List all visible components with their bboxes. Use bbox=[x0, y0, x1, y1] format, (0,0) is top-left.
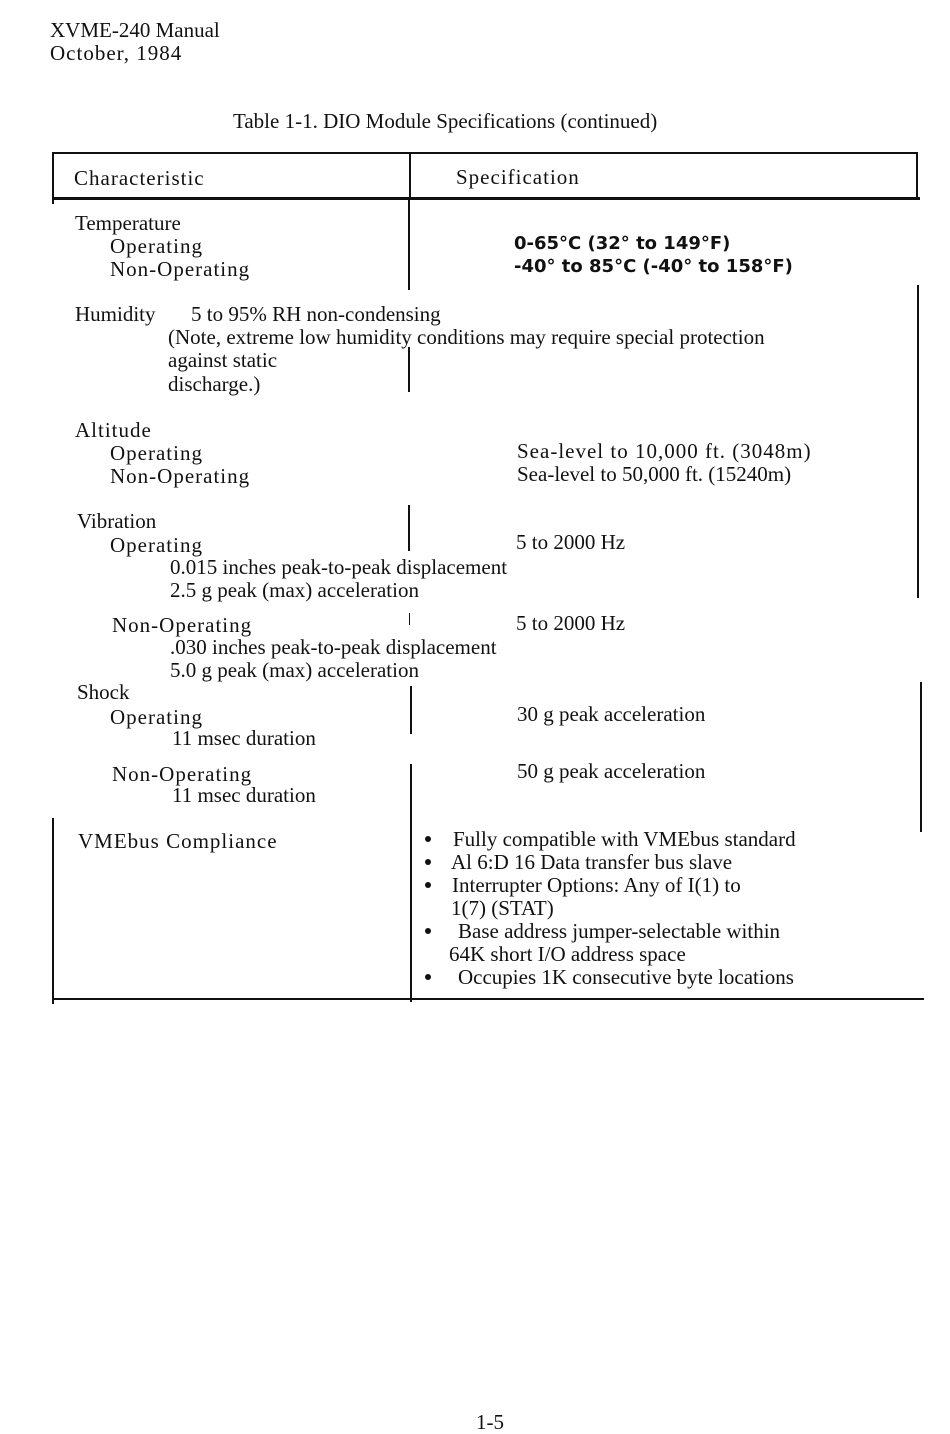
shock-nonoperating-label: Non-Operating bbox=[112, 762, 253, 786]
vmebus-item-continued: 1(7) (STAT) bbox=[451, 896, 554, 920]
column-divider-vibration bbox=[408, 505, 410, 551]
table-caption: Table 1-1. DIO Module Specifications (continued) bbox=[233, 109, 658, 133]
shock-operating-label: Operating bbox=[110, 705, 203, 729]
table-right-border-top bbox=[916, 152, 918, 200]
table-right-border-lower bbox=[920, 682, 922, 832]
temperature-operating-label: Operating bbox=[110, 234, 203, 258]
temperature-nonoperating-value: -40° to 85°C (-40° to 158°F) bbox=[514, 256, 793, 277]
vmebus-item-continued: 64K short I/O address space bbox=[449, 942, 686, 966]
altitude-operating-value: Sea-level to 10,000 ft. (3048m) bbox=[517, 439, 812, 463]
altitude-nonoperating-label: Non-Operating bbox=[110, 464, 251, 488]
vibration-operating-label: Operating bbox=[110, 533, 203, 557]
altitude-operating-label: Operating bbox=[110, 441, 203, 465]
temperature-nonoperating-label: Non-Operating bbox=[110, 257, 251, 281]
vmebus-item: Occupies 1K consecutive byte locations bbox=[458, 965, 794, 989]
column-header-characteristic: Characteristic bbox=[74, 166, 205, 190]
table-left-border-bottom bbox=[52, 818, 54, 1004]
table-left-border-top bbox=[52, 152, 54, 204]
vibration-nonoperating-value: 5 to 2000 Hz bbox=[516, 611, 626, 635]
humidity-note-line2: against static bbox=[168, 348, 278, 372]
vibration-nonoperating-detail2: 5.0 g peak (max) acceleration bbox=[170, 658, 419, 682]
vibration-operating-detail2: 2.5 g peak (max) acceleration bbox=[170, 578, 419, 602]
vmebus-item: Base address jumper-selectable within bbox=[458, 919, 781, 943]
column-header-specification: Specification bbox=[456, 165, 580, 189]
shock-operating-value: 30 g peak acceleration bbox=[517, 702, 706, 726]
bullet-icon bbox=[425, 974, 431, 980]
manual-date: October, 1984 bbox=[50, 41, 183, 65]
bullet-icon bbox=[425, 882, 431, 888]
temperature-operating-value: 0-65°C (32° to 149°F) bbox=[514, 233, 731, 254]
vmebus-label: VMEbus Compliance bbox=[78, 829, 278, 853]
altitude-nonoperating-value: Sea-level to 50,000 ft. (15240m) bbox=[517, 462, 792, 486]
vibration-label: Vibration bbox=[77, 509, 157, 533]
column-divider-header bbox=[409, 152, 411, 200]
shock-nonoperating-detail: 11 msec duration bbox=[172, 783, 316, 807]
humidity-note-line3: discharge.) bbox=[168, 372, 261, 396]
shock-label: Shock bbox=[77, 680, 130, 704]
table-header-rule bbox=[52, 197, 920, 200]
table-right-border-middle bbox=[917, 285, 919, 598]
column-divider-humidity bbox=[408, 347, 410, 392]
column-divider-fragment bbox=[409, 613, 410, 625]
column-divider-shock bbox=[410, 686, 412, 734]
temperature-label: Temperature bbox=[75, 211, 181, 235]
vmebus-item: Al 6:D 16 Data transfer bus slave bbox=[451, 850, 733, 874]
vibration-nonoperating-label: Non-Operating bbox=[112, 613, 253, 637]
vibration-operating-detail1: 0.015 inches peak-to-peak displacement bbox=[170, 555, 508, 579]
bullet-icon bbox=[425, 836, 431, 842]
table-top-rule bbox=[52, 152, 918, 154]
humidity-note-line1: (Note, extreme low humidity conditions may require special protection bbox=[168, 325, 765, 349]
column-divider-vmebus bbox=[410, 764, 412, 1002]
column-divider-temperature bbox=[408, 200, 410, 290]
vmebus-item: Interrupter Options: Any of I(1) to bbox=[452, 873, 741, 897]
shock-operating-detail: 11 msec duration bbox=[172, 726, 316, 750]
bullet-icon bbox=[425, 859, 431, 865]
vmebus-item: Fully compatible with VMEbus standard bbox=[453, 827, 796, 851]
manual-title: XVME-240 Manual bbox=[50, 18, 220, 42]
page-number: 1-5 bbox=[476, 1410, 504, 1434]
shock-nonoperating-value: 50 g peak acceleration bbox=[517, 759, 706, 783]
humidity-value: 5 to 95% RH non-condensing bbox=[191, 302, 441, 326]
table-bottom-rule bbox=[52, 998, 924, 1000]
vibration-operating-value: 5 to 2000 Hz bbox=[516, 530, 626, 554]
altitude-label: Altitude bbox=[75, 418, 152, 442]
vibration-nonoperating-detail1: .030 inches peak-to-peak displacement bbox=[170, 635, 497, 659]
bullet-icon bbox=[425, 928, 431, 934]
humidity-label: Humidity bbox=[75, 302, 156, 326]
